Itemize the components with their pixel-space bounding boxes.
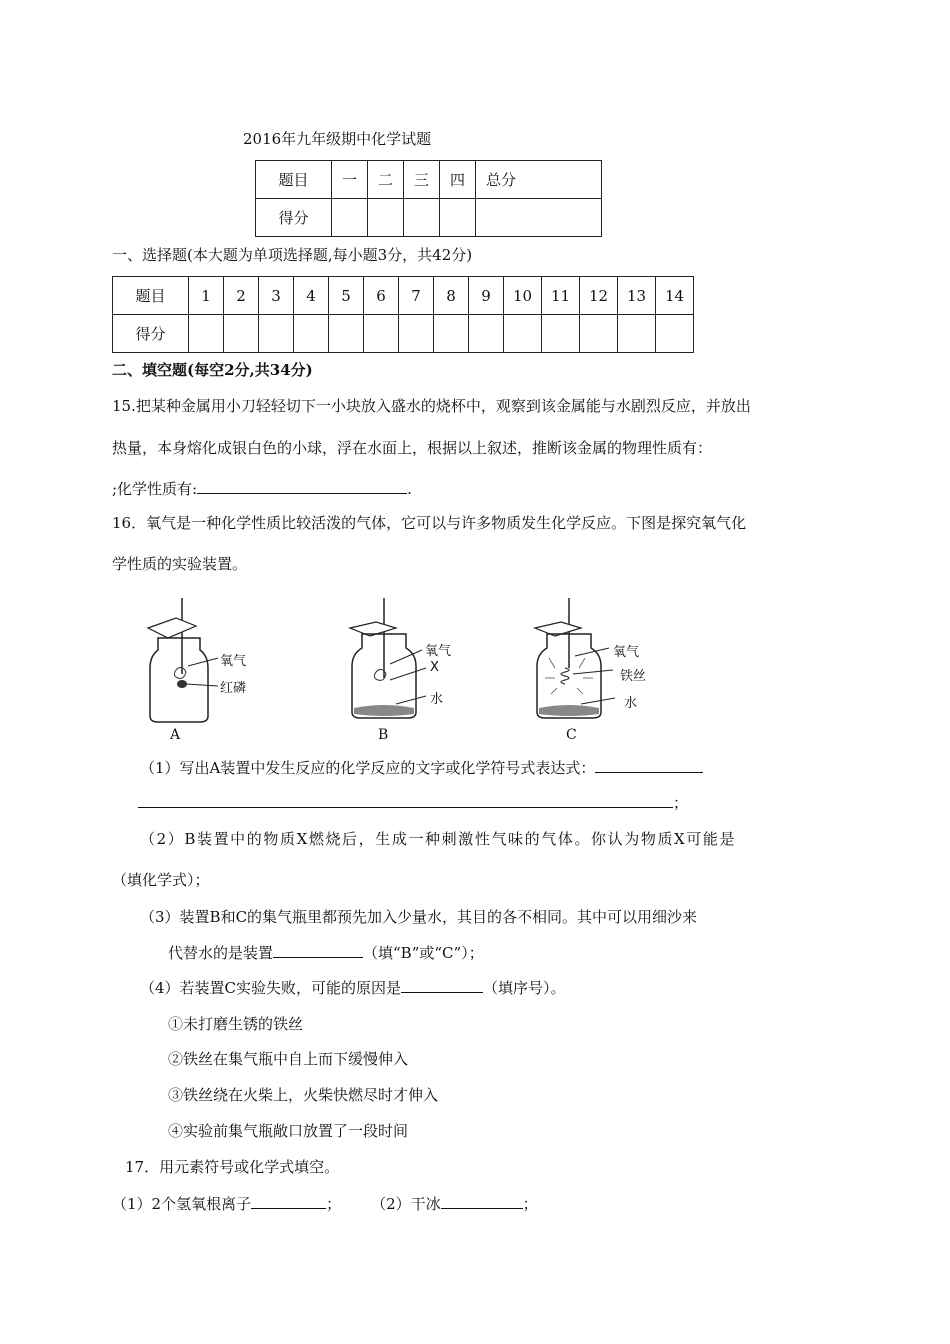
table-cell: 1 <box>189 277 224 315</box>
q16-sub3-suffix: （填“B”或“C”）； <box>363 944 484 962</box>
score-input-cell[interactable] <box>404 199 440 237</box>
section2-heading: 二、填空题(每空2分,共34分) <box>112 361 313 379</box>
table-cell: 9 <box>469 277 504 315</box>
figure-label-a: A <box>170 727 181 743</box>
annot-c-iron-wire: 铁丝 <box>620 669 647 684</box>
table-row <box>256 161 602 199</box>
score-input-cell[interactable] <box>399 315 434 353</box>
score-input-cell[interactable] <box>656 315 694 353</box>
table-cell: 二 <box>368 161 404 199</box>
annot-a-phosphorus: 红磷 <box>220 681 247 696</box>
figure-label-b: B <box>378 727 389 743</box>
annot-a-oxygen: 氧气 <box>220 654 247 669</box>
annot-c-oxygen: 氧气 <box>613 645 640 660</box>
score-input-cell[interactable] <box>469 315 504 353</box>
score-input-cell[interactable] <box>259 315 294 353</box>
table-row <box>113 277 694 315</box>
q16-option-1: ①未打磨生锈的铁丝 <box>168 1015 304 1033</box>
q16-sub1-blank-2[interactable] <box>138 793 673 808</box>
table-cell: 8 <box>434 277 469 315</box>
q16-option-3: ③铁丝绕在火柴上，火柴快燃尽时才伸入 <box>168 1086 439 1104</box>
q16-option-4: ④实验前集气瓶敞口放置了一段时间 <box>168 1122 409 1140</box>
q15-chem-label: ;化学性质有: <box>112 480 198 498</box>
annot-c-water: 水 <box>624 696 638 711</box>
table-cell: 题目 <box>256 161 332 199</box>
score-input-cell[interactable] <box>368 199 404 237</box>
q17-part1-blank[interactable] <box>251 1194 326 1209</box>
table-cell: 10 <box>504 277 542 315</box>
q15-line1: 15.把某种金属用小刀轻轻切下一小块放入盛水的烧杯中，观察到该金属能与水剧烈反应，并放出 <box>112 397 751 415</box>
q16-sub2-line1: （2）B装置中的物质X燃烧后，生成一种刺激性气味的气体。你认为物质X可能是 <box>140 830 737 848</box>
annot-b-x: X <box>430 660 439 675</box>
q17-part1-suffix: ； <box>326 1195 342 1213</box>
table-cell: 四 <box>440 161 476 199</box>
score-input-cell[interactable] <box>364 315 399 353</box>
q16-line1: 16．氧气是一种化学性质比较活泼的气体，它可以与许多物质发生化学反应。下图是探究氧气化 <box>112 514 747 532</box>
q15-answer-blank[interactable] <box>197 479 407 494</box>
table-cell: 得分 <box>256 199 332 237</box>
q16-sub3-line2 <box>168 942 484 963</box>
q15-line2: 热量，本身熔化成银白色的小球，浮在水面上，根据以上叙述，推断该金属的物理性质有： <box>112 439 713 457</box>
q17-parts <box>112 1193 538 1214</box>
score-input-cell[interactable] <box>580 315 618 353</box>
q16-sub1-end: ； <box>673 794 689 812</box>
q16-sub4-text: （4）若装置C实验失败，可能的原因是 <box>140 979 402 997</box>
q15-period: . <box>407 480 412 498</box>
score-input-cell[interactable] <box>434 315 469 353</box>
table-cell: 14 <box>656 277 694 315</box>
score-input-cell[interactable] <box>476 199 602 237</box>
q17-part2-suffix: ； <box>522 1195 538 1213</box>
score-input-cell[interactable] <box>332 199 368 237</box>
annot-b-water: 水 <box>430 692 444 707</box>
score-input-cell[interactable] <box>294 315 329 353</box>
table-cell: 一 <box>332 161 368 199</box>
q16-sub4-suffix: （填序号）。 <box>483 979 566 997</box>
table-cell: 2 <box>224 277 259 315</box>
q16-sub1 <box>140 757 703 778</box>
table-cell: 11 <box>542 277 580 315</box>
exam-title: 2016年九年级期中化学试题 <box>243 130 432 148</box>
q16-sub3-line1: （3）装置B和C的集气瓶里都预先加入少量水，其目的各不相同。其中可以用细沙来 <box>140 908 698 926</box>
score-input-cell[interactable] <box>329 315 364 353</box>
score-input-cell[interactable] <box>440 199 476 237</box>
choice-score-table <box>112 276 694 353</box>
q16-option-2: ②铁丝在集气瓶中自上而下缓慢伸入 <box>168 1050 409 1068</box>
q17-part2-blank[interactable] <box>441 1194 523 1209</box>
q17-part1-text: （1）2个氢氧根离子 <box>112 1195 252 1213</box>
table-cell: 7 <box>399 277 434 315</box>
score-summary-table <box>255 160 602 237</box>
table-cell: 得分 <box>113 315 189 353</box>
table-cell: 4 <box>294 277 329 315</box>
q16-sub1-text: （1）写出A装置中发生反应的化学反应的文字或化学符号式表达式： <box>140 759 596 777</box>
table-cell: 12 <box>580 277 618 315</box>
table-cell: 总分 <box>476 161 602 199</box>
table-cell: 13 <box>618 277 656 315</box>
score-input-cell[interactable] <box>504 315 542 353</box>
section1-heading: 一、选择题(本大题为单项选择题,每小题3分，共42分) <box>112 246 473 264</box>
apparatus-a-figure <box>140 598 270 728</box>
q16-sub3-text: 代替水的是装置 <box>168 944 274 962</box>
figure-label-c: C <box>566 727 577 743</box>
q16-line2: 学性质的实验装置。 <box>112 555 248 573</box>
q17-line1: 17．用元素符号或化学式填空。 <box>125 1158 340 1176</box>
q16-sub1-blank[interactable] <box>595 758 703 773</box>
q15-line3 <box>112 478 412 499</box>
q16-sub1-cont <box>138 792 688 813</box>
score-input-cell[interactable] <box>618 315 656 353</box>
table-cell: 三 <box>404 161 440 199</box>
table-cell: 6 <box>364 277 399 315</box>
score-input-cell[interactable] <box>542 315 580 353</box>
score-input-cell[interactable] <box>189 315 224 353</box>
table-cell: 题目 <box>113 277 189 315</box>
q16-sub2-line2: （填化学式）； <box>112 871 210 889</box>
q16-sub4 <box>140 977 566 998</box>
table-cell: 3 <box>259 277 294 315</box>
q16-sub3-blank[interactable] <box>273 943 363 958</box>
annot-b-oxygen: 氧气 <box>425 644 452 659</box>
q17-part2-text: （2）干冰 <box>371 1195 441 1213</box>
table-row <box>256 199 602 237</box>
q16-sub4-blank[interactable] <box>401 978 483 993</box>
table-row <box>113 315 694 353</box>
table-cell: 5 <box>329 277 364 315</box>
apparatus-c-figure <box>525 598 638 728</box>
score-input-cell[interactable] <box>224 315 259 353</box>
